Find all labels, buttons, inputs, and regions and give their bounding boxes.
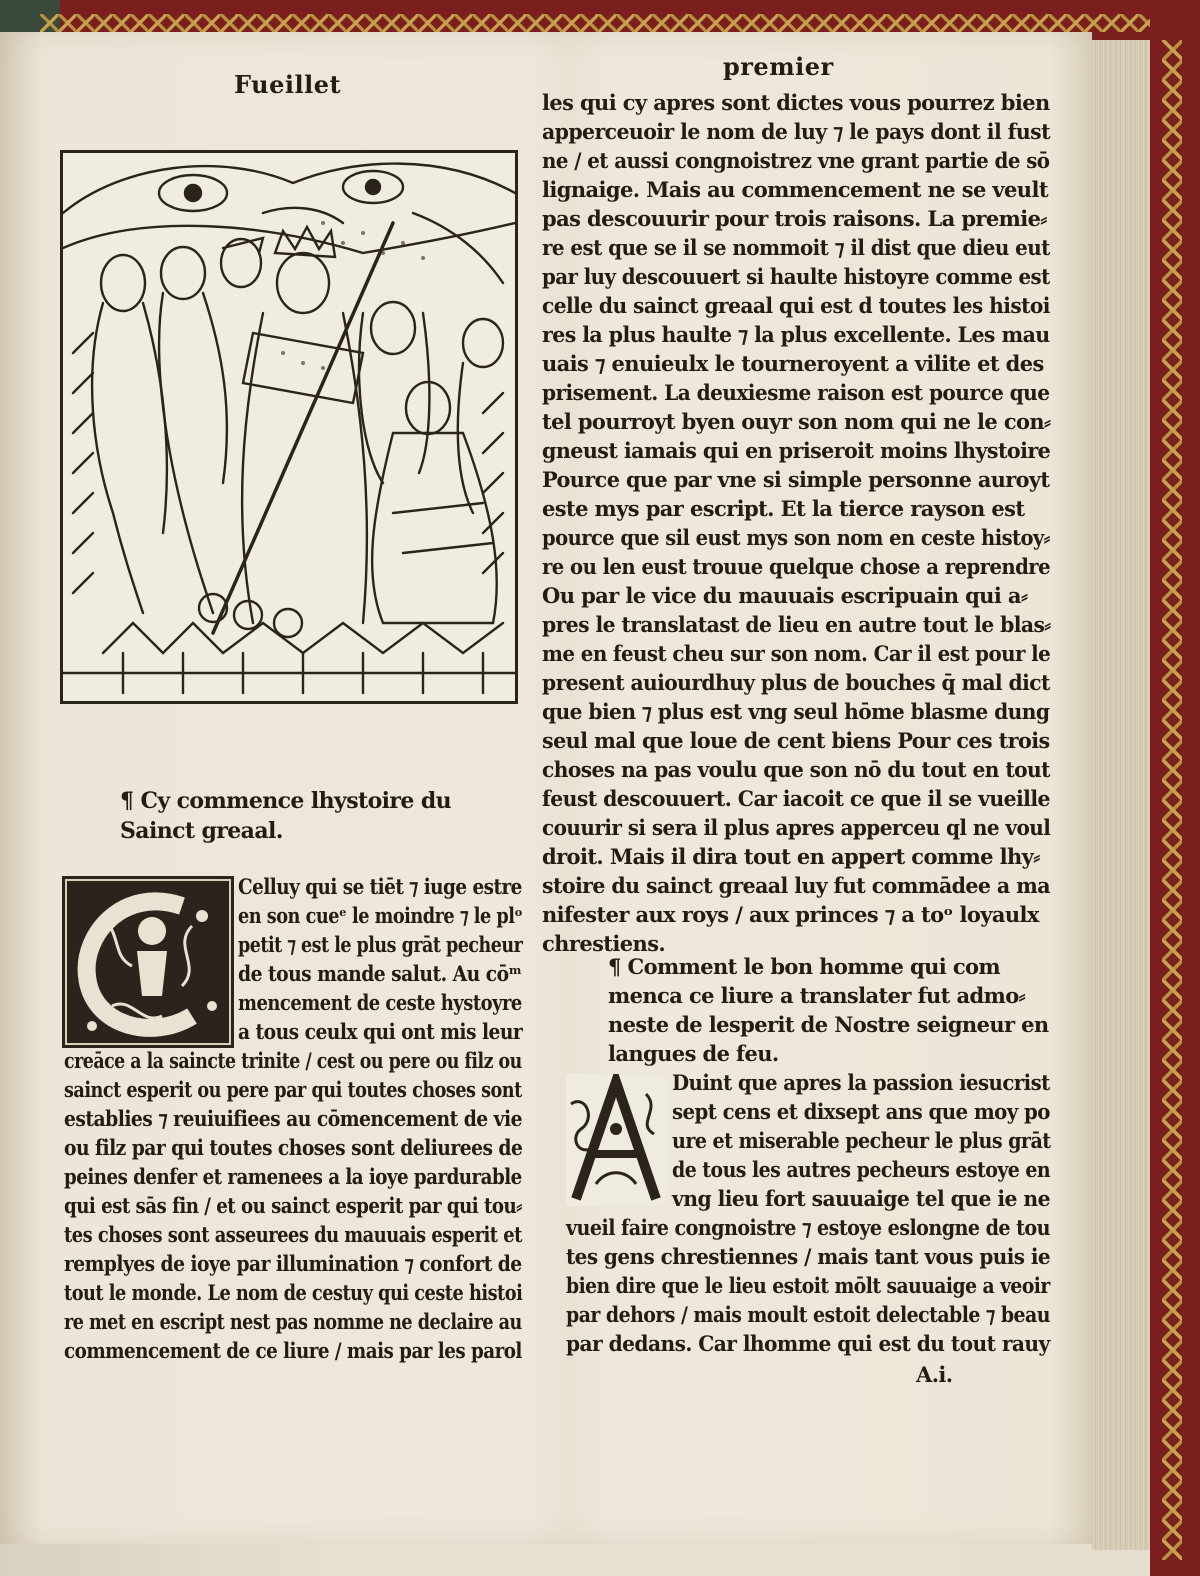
woodcut-illustration — [60, 150, 518, 704]
text-line: apperceuoir le nom de luy ⁊ le pays dont il fust — [542, 119, 1050, 144]
section-heading-line: Sainct greaal. — [120, 818, 283, 844]
text-line: sept cens et dixsept ans que moy po — [672, 1099, 1050, 1124]
section-heading-line: langues de feu. — [608, 1041, 779, 1066]
gilt-border-top — [40, 14, 1150, 32]
text-line: qui est sās fin / et ou sainct esperit par qui tou⸗ — [64, 1193, 522, 1218]
text-line: par dehors / mais moult estoit delectable ⁊ beau — [566, 1302, 1050, 1327]
text-line: tes gens chrestiennes / mais tant vous puis ie — [566, 1244, 1051, 1269]
paragraph-mark-icon: ¶ — [120, 788, 134, 814]
text-line: pource que sil eust mys son nom en ceste histoy⸗ — [542, 525, 1050, 550]
text-line: vng lieu fort sauuaige tel que ie ne — [672, 1186, 1050, 1211]
text-line: re est que se il se nommoit ⁊ il dist que dieu eut — [542, 235, 1050, 260]
text-line: Duint que apres la passion iesucrist — [672, 1070, 1050, 1095]
woodcut-drawing — [63, 153, 515, 701]
text-line: sainct esperit ou pere par qui toutes choses sont — [64, 1077, 522, 1102]
text-line: chrestiens. — [542, 931, 666, 956]
text-line: lignaige. Mais au commencement ne se veult — [542, 177, 1048, 202]
text-line: Pource que par vne si simple personne auroyt — [542, 467, 1050, 492]
text-line: tel pourroyt byen ouyr son nom qui ne le con⸗ — [542, 409, 1051, 434]
text-line: pas descouurir pour trois raisons. La premie⸗ — [542, 206, 1047, 231]
page-fore-edge — [1092, 40, 1150, 1550]
text-line: ne / et aussi congnoistrez vne grant partie de sō — [542, 148, 1050, 173]
text-line: establies ⁊ reuiuifiees au cōmencement de vie — [64, 1106, 523, 1131]
text-line: vueil faire congnoistre ⁊ estoye eslongne de tou — [566, 1215, 1050, 1240]
text-line: me en feust cheu sur son nom. Car il est pour le — [542, 641, 1051, 666]
text-line: seul mal que loue de cent biens Pour ces trois — [542, 728, 1050, 753]
text-line: stoire du sainct greaal luy fut commādee a ma — [542, 873, 1051, 898]
initial-a-ornament — [566, 1074, 666, 1206]
decorated-initial-c — [62, 876, 234, 1048]
text-line: ure et miserable pecheur le plus grāt — [672, 1128, 1051, 1153]
text-line: prisement. La deuxiesme raison est pource que — [542, 380, 1050, 405]
text-line: les qui cy apres sont dictes vous pourrez bien — [542, 90, 1050, 115]
text-line: re ou len eust trouue quelque chose a reprendre — [542, 554, 1051, 579]
text-line: en son cueᵉ le moindre ⁊ le plᵒ — [238, 903, 523, 928]
section-heading-text: Comment le bon homme qui com — [627, 954, 1001, 979]
text-line: remplyes de ioye par illumination ⁊ confort de — [64, 1251, 522, 1276]
section-heading-line: menca ce liure a translater fut admo⸗ — [608, 983, 1025, 1008]
text-line: droit. Mais il dira tout en appert comme lhy⸗ — [542, 844, 1040, 869]
text-line: par luy descouuert si haulte histoyre comme est — [542, 264, 1050, 289]
section-heading-line — [120, 790, 451, 812]
text-line: nifester aux roys / aux princes ⁊ a toᵒ loyaulx — [542, 902, 1039, 927]
text-line: present auiourdhuy plus de bouches q̄ mal dict — [542, 670, 1050, 695]
text-line: res la plus haulte ⁊ la plus excellente. Les mau — [542, 322, 1050, 347]
text-line: feust descouuert. Car iacoit ce que il se vueille — [542, 786, 1050, 811]
section-heading-text: Cy commence lhystoire du — [140, 788, 452, 814]
text-line: pres le translatast de lieu en autre tout le blas⸗ — [542, 612, 1051, 637]
text-line: uais ⁊ enuieulx le tourneroyent a vilite et des — [542, 351, 1044, 376]
paragraph-mark-icon: ¶ — [608, 954, 621, 979]
text-line: este mys par escript. Et la tierce rayson est — [542, 496, 1025, 521]
text-line: que bien ⁊ plus est vng seul hōme blasme dung — [542, 699, 1050, 724]
text-line: peines denfer et ramenees a la ioye pardurable — [64, 1164, 522, 1189]
gilt-border-right — [1162, 40, 1182, 1560]
text-line: ou filz par qui toutes choses sont deliurees de — [64, 1135, 523, 1160]
text-line: Celluy qui se tiēt ⁊ iuge estre — [238, 874, 522, 899]
text-line: couurir si sera il plus apres apperceu ql ne voul — [542, 815, 1051, 840]
text-line: commencement de ce liure / mais par les parol — [64, 1338, 522, 1363]
text-line: tout le monde. Le nom de cestuy qui ceste histoi — [64, 1280, 523, 1305]
section-heading-line — [608, 956, 1000, 977]
text-line: par dedans. Car lhomme qui est du tout rauy — [566, 1331, 1050, 1356]
text-line: Ou par le vice du mauuais escripuain qui a⸗ — [542, 583, 1028, 608]
text-line: de tous les autres pecheurs estoye en — [672, 1157, 1051, 1182]
running-header-right: premier — [723, 52, 834, 81]
text-line: petit ⁊ est le plus grāt pecheur — [238, 932, 523, 957]
signature-mark: A.i. — [916, 1362, 953, 1387]
text-line: re met en escript nest pas nomme ne declaire au — [64, 1309, 522, 1334]
text-line: mencement de ceste hystoyre — [238, 990, 522, 1015]
text-line: tes choses sont asseurees du mauuais esperit et — [64, 1222, 522, 1247]
section-heading-line: neste de lesperit de Nostre seigneur en — [608, 1012, 1049, 1037]
text-line: de tous mande salut. Au cōᵐ — [238, 961, 522, 986]
text-line: gneust iamais qui en priseroit moins lhystoire — [542, 438, 1051, 463]
decorated-initial-a — [566, 1074, 666, 1206]
text-line: bien dire que le lieu estoit mōlt sauuaige a veoir — [566, 1273, 1050, 1298]
text-line: creāce a la saincte trinite / cest ou pere ou filz ou — [64, 1048, 522, 1073]
text-line: celle du sainct greaal qui est d toutes les histoi — [542, 293, 1050, 318]
running-header-left: Fueillet — [234, 70, 342, 99]
text-line: choses na pas voulu que son nō du tout en tout — [542, 757, 1050, 782]
initial-c-ornament — [62, 876, 234, 1048]
text-line: a tous ceulx qui ont mis leur — [238, 1019, 523, 1044]
